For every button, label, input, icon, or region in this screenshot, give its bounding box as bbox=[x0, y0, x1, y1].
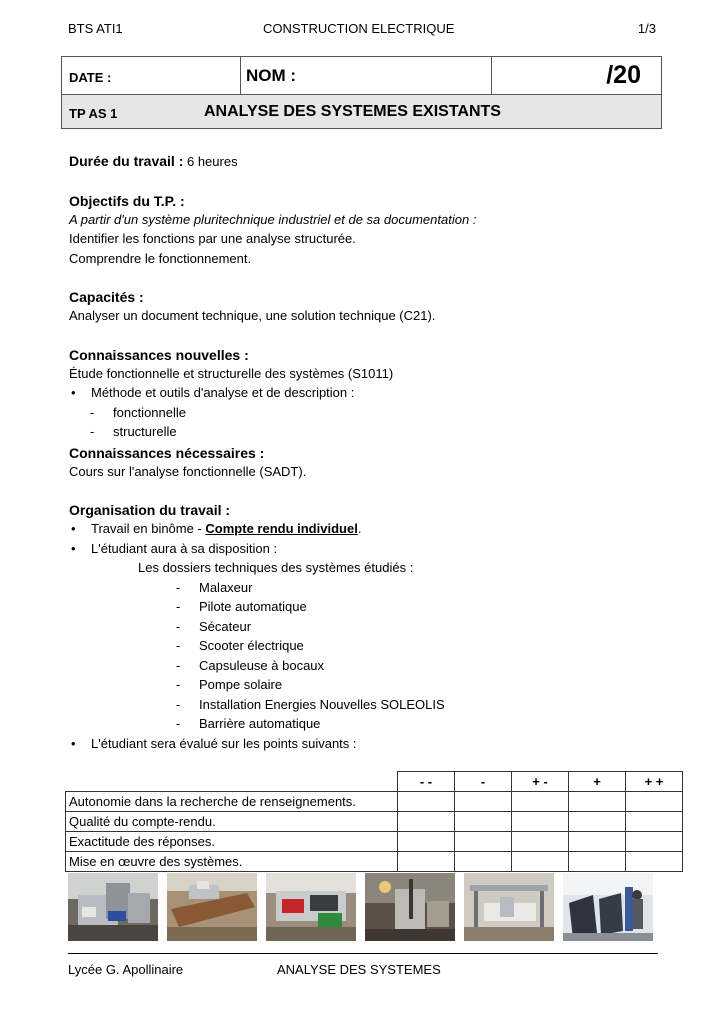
level-header: + bbox=[569, 772, 626, 792]
photo-capsuleuse bbox=[464, 873, 554, 941]
list-item bbox=[69, 578, 669, 598]
connaissances-nouvelles-title: Connaissances nouvelles : bbox=[69, 346, 249, 363]
grade-cell[interactable] bbox=[626, 832, 683, 852]
header-center: CONSTRUCTION ELECTRIQUE bbox=[263, 21, 455, 36]
list-item bbox=[69, 656, 669, 676]
system-photos bbox=[68, 873, 655, 941]
level-header: + + bbox=[626, 772, 683, 792]
grade-cell[interactable] bbox=[512, 792, 569, 812]
capacites-title: Capacités : bbox=[69, 289, 144, 305]
list-item bbox=[69, 422, 669, 442]
nom-cell[interactable] bbox=[241, 57, 492, 94]
tp-label: TP AS 1 bbox=[69, 106, 118, 121]
grade-cell[interactable] bbox=[569, 852, 626, 872]
duree-line bbox=[69, 152, 669, 172]
dash-icon: - bbox=[176, 599, 181, 614]
spacer bbox=[69, 326, 669, 346]
system-name: Sécateur bbox=[199, 618, 252, 634]
item-text: structurelle bbox=[113, 424, 177, 439]
grade-cell[interactable] bbox=[512, 852, 569, 872]
list-item bbox=[69, 714, 669, 734]
dash-icon: - bbox=[176, 677, 181, 692]
dash-icon: - bbox=[176, 657, 181, 673]
list-item bbox=[69, 617, 669, 637]
system-name: Scooter électrique bbox=[199, 638, 304, 653]
duree-value: 6 heures bbox=[183, 154, 238, 169]
document-body bbox=[69, 152, 669, 753]
capacites-text: Analyser un document technique, une solution technique (C21). bbox=[69, 308, 436, 323]
dash-icon: - bbox=[176, 579, 181, 595]
nom-label: NOM : bbox=[246, 66, 297, 85]
bullet-icon: • bbox=[71, 385, 76, 400]
bullet-suffix: . bbox=[357, 521, 362, 536]
grade-cell[interactable] bbox=[398, 852, 455, 872]
photo-scooter-electrique bbox=[365, 873, 455, 941]
bullet-text: Travail en binôme - bbox=[91, 521, 206, 536]
bullet-text: L'étudiant sera évalué sur les points suivants : bbox=[91, 735, 357, 751]
grade-cell[interactable] bbox=[455, 792, 512, 812]
table-row bbox=[66, 852, 683, 872]
objectifs-intro: A partir d'un système pluritechnique industriel et de sa documentation : bbox=[69, 211, 477, 227]
list-item bbox=[69, 403, 669, 423]
grade-cell[interactable] bbox=[512, 812, 569, 832]
system-name: Malaxeur bbox=[199, 579, 253, 595]
grade-cell[interactable] bbox=[626, 852, 683, 872]
grade-cell[interactable] bbox=[455, 852, 512, 872]
dash-icon: - bbox=[90, 404, 95, 420]
criterion-cell: Exactitude des réponses. bbox=[66, 832, 398, 852]
table-row bbox=[66, 832, 683, 852]
dash-icon: - bbox=[176, 716, 181, 731]
page-number: 1/3 bbox=[637, 21, 656, 36]
bullet-icon: • bbox=[71, 521, 76, 536]
grade-cell[interactable] bbox=[398, 832, 455, 852]
objectifs-line-1: Identifier les fonctions par une analyse structurée. bbox=[69, 231, 356, 246]
grade-cell[interactable] bbox=[569, 832, 626, 852]
grade-cell[interactable] bbox=[569, 792, 626, 812]
system-name: Pilote automatique bbox=[199, 599, 307, 614]
grade-cell[interactable] bbox=[626, 812, 683, 832]
grade-cell[interactable] bbox=[398, 812, 455, 832]
table-header-row bbox=[66, 772, 683, 792]
bullet-icon: • bbox=[71, 540, 76, 556]
spacer bbox=[69, 268, 669, 288]
grade-cell[interactable] bbox=[398, 792, 455, 812]
connaissances-nouvelles-text: Étude fonctionnelle et structurelle des systèmes (S1011) bbox=[69, 365, 394, 381]
list-item bbox=[69, 675, 669, 695]
table-row bbox=[66, 792, 683, 812]
grade-cell[interactable] bbox=[626, 792, 683, 812]
footer-divider bbox=[68, 953, 658, 954]
objectifs-title: Objectifs du T.P. : bbox=[69, 192, 185, 209]
list-item bbox=[69, 695, 669, 715]
dash-icon: - bbox=[176, 618, 181, 634]
bullet-text: Méthode et outils d'analyse et de description : bbox=[91, 385, 355, 400]
item-text: fonctionnelle bbox=[113, 404, 186, 420]
header-left: BTS ATI1 bbox=[68, 21, 123, 36]
info-row-title bbox=[62, 95, 661, 128]
criterion-cell: Autonomie dans la recherche de renseignements. bbox=[66, 792, 398, 812]
level-header: - bbox=[455, 772, 512, 792]
header-blank-cell bbox=[66, 772, 398, 792]
list-item bbox=[69, 539, 669, 559]
list-item bbox=[69, 734, 669, 754]
spacer bbox=[69, 481, 669, 501]
evaluation-table bbox=[65, 771, 683, 872]
footer-center: ANALYSE DES SYSTEMES bbox=[277, 962, 441, 977]
footer-left: Lycée G. Apollinaire bbox=[68, 962, 184, 977]
system-name: Barrière automatique bbox=[199, 716, 321, 731]
list-item bbox=[69, 636, 669, 656]
level-header: + - bbox=[512, 772, 569, 792]
emphasis-text: Compte rendu individuel bbox=[205, 521, 358, 536]
photo-pilote-automatique bbox=[167, 873, 257, 941]
info-row-identity bbox=[62, 57, 661, 95]
page-header bbox=[68, 21, 656, 37]
grade-cell[interactable] bbox=[455, 812, 512, 832]
level-header: - - bbox=[398, 772, 455, 792]
bullet-text: L'étudiant aura à sa disposition : bbox=[91, 540, 278, 556]
score-label: /20 bbox=[606, 61, 641, 89]
dash-icon: - bbox=[90, 424, 95, 439]
criterion-cell: Qualité du compte-rendu. bbox=[66, 812, 398, 832]
table-row bbox=[66, 812, 683, 832]
spacer bbox=[69, 172, 669, 192]
connaissances-necessaires-text: Cours sur l'analyse fonctionnelle (SADT). bbox=[69, 463, 307, 479]
organisation-title: Organisation du travail : bbox=[69, 502, 231, 518]
objectifs-line-2: Comprendre le fonctionnement. bbox=[69, 250, 252, 266]
date-label: DATE : bbox=[69, 70, 112, 85]
date-cell[interactable] bbox=[62, 57, 241, 94]
system-name: Capsuleuse à bocaux bbox=[199, 657, 325, 673]
list-item bbox=[69, 383, 669, 403]
grade-cell[interactable] bbox=[512, 832, 569, 852]
document-title: ANALYSE DES SYSTEMES EXISTANTS bbox=[204, 103, 501, 120]
dossiers-line: Les dossiers techniques des systèmes étudiés : bbox=[138, 560, 414, 575]
duree-label: Durée du travail : bbox=[69, 153, 184, 169]
dash-icon: - bbox=[176, 696, 181, 712]
criterion-cell: Mise en œuvre des systèmes. bbox=[66, 852, 398, 872]
system-name: Pompe solaire bbox=[199, 677, 283, 692]
list-item bbox=[69, 597, 669, 617]
connaissances-necessaires-title: Connaissances nécessaires : bbox=[69, 444, 265, 461]
photo-secateur bbox=[266, 873, 356, 941]
system-name: Installation Energies Nouvelles SOLEOLIS bbox=[199, 696, 445, 712]
list-item bbox=[69, 519, 669, 539]
grade-cell[interactable] bbox=[569, 812, 626, 832]
photo-malaxeur bbox=[68, 873, 158, 941]
photo-pompe-solaire bbox=[563, 873, 653, 941]
bullet-icon: • bbox=[71, 735, 76, 751]
score-cell[interactable] bbox=[492, 57, 661, 94]
dash-icon: - bbox=[176, 638, 181, 653]
grade-cell[interactable] bbox=[455, 832, 512, 852]
info-box bbox=[61, 56, 662, 129]
